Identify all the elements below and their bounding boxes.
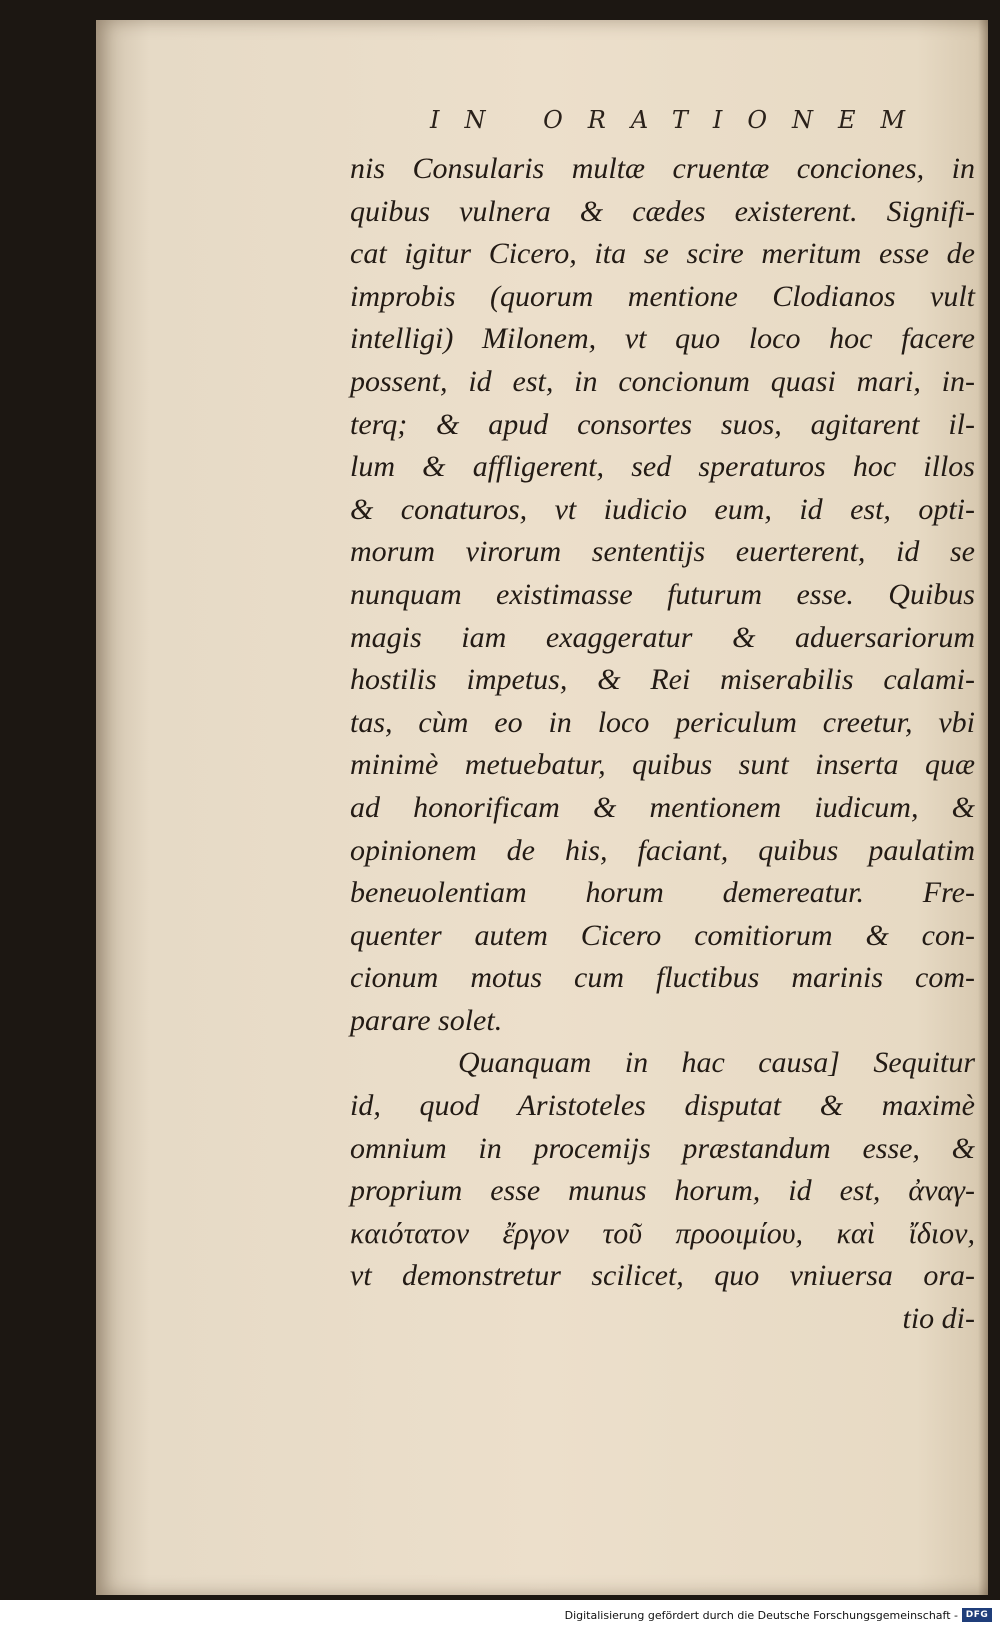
text-line: tas, cùm eo in loco periculum creetur, vbi	[350, 705, 975, 739]
catchword: tio di-	[902, 1302, 975, 1336]
running-head: IN ORATIONEM	[430, 106, 931, 134]
text-line: nis Consularis multæ cruentæ conciones, in	[350, 152, 975, 185]
text-line: id, quod Aristoteles disputat & maximè	[350, 1089, 975, 1123]
text-line: terq; & apud consortes suos, agitarent il-	[350, 407, 975, 441]
text-line: quenter autem Cicero comitiorum & con-	[350, 918, 975, 952]
text-line: quibus vulnera & cædes existerent. Signifi-	[350, 194, 975, 228]
text-line: καιότατον ἔργον τοῦ προοιμίου, καὶ ἴδιον,	[350, 1216, 975, 1250]
text-line: opinionem de his, faciant, quibus paulatim	[350, 833, 975, 867]
text-line: Quanquam in hac causa] Sequitur	[458, 1046, 975, 1080]
text-line: & conaturos, vt iudicio eum, id est, opti-	[350, 492, 975, 526]
text-line: possent, id est, in concionum quasi mari, in-	[350, 364, 975, 398]
text-line: ad honorificam & mentionem iudicum, &	[350, 790, 975, 824]
dfg-logo: DFG	[962, 1608, 992, 1622]
text-line: intelligi) Milonem, vt quo loco hoc facere	[350, 322, 975, 356]
text-line: magis iam exaggeratur & aduersariorum	[350, 620, 975, 654]
text-line: parare solet.	[350, 1003, 503, 1037]
text-line: morum virorum sententijs euerterent, id se	[350, 535, 975, 569]
text-line: lum & affligerent, sed speraturos hoc illos	[350, 450, 975, 484]
funding-credit: Digitalisierung gefördert durch die Deutsche Forschungsgemeinschaft -	[564, 1609, 958, 1622]
text-line: nunquam existimasse futurum esse. Quibus	[350, 577, 975, 611]
text-line: vt demonstretur scilicet, quo vniuersa ora-	[350, 1259, 975, 1293]
footer-credit-bar	[0, 1600, 1000, 1629]
text-line: hostilis impetus, & Rei miserabilis calami-	[350, 663, 975, 697]
text-line: proprium esse munus horum, id est, ἀναγ-	[350, 1174, 975, 1208]
text-line: cat igitur Cicero, ita se scire meritum esse de	[350, 237, 975, 271]
text-line: improbis (quorum mentione Clodianos vult	[350, 279, 975, 313]
text-block	[350, 148, 975, 1341]
text-line: minimè metuebatur, quibus sunt inserta quæ	[350, 748, 975, 782]
text-line: cionum motus cum fluctibus marinis com-	[350, 961, 975, 995]
text-line: beneuolentiam horum demereatur. Fre-	[350, 876, 975, 910]
text-line: omnium in procemijs præstandum esse, &	[350, 1131, 975, 1165]
